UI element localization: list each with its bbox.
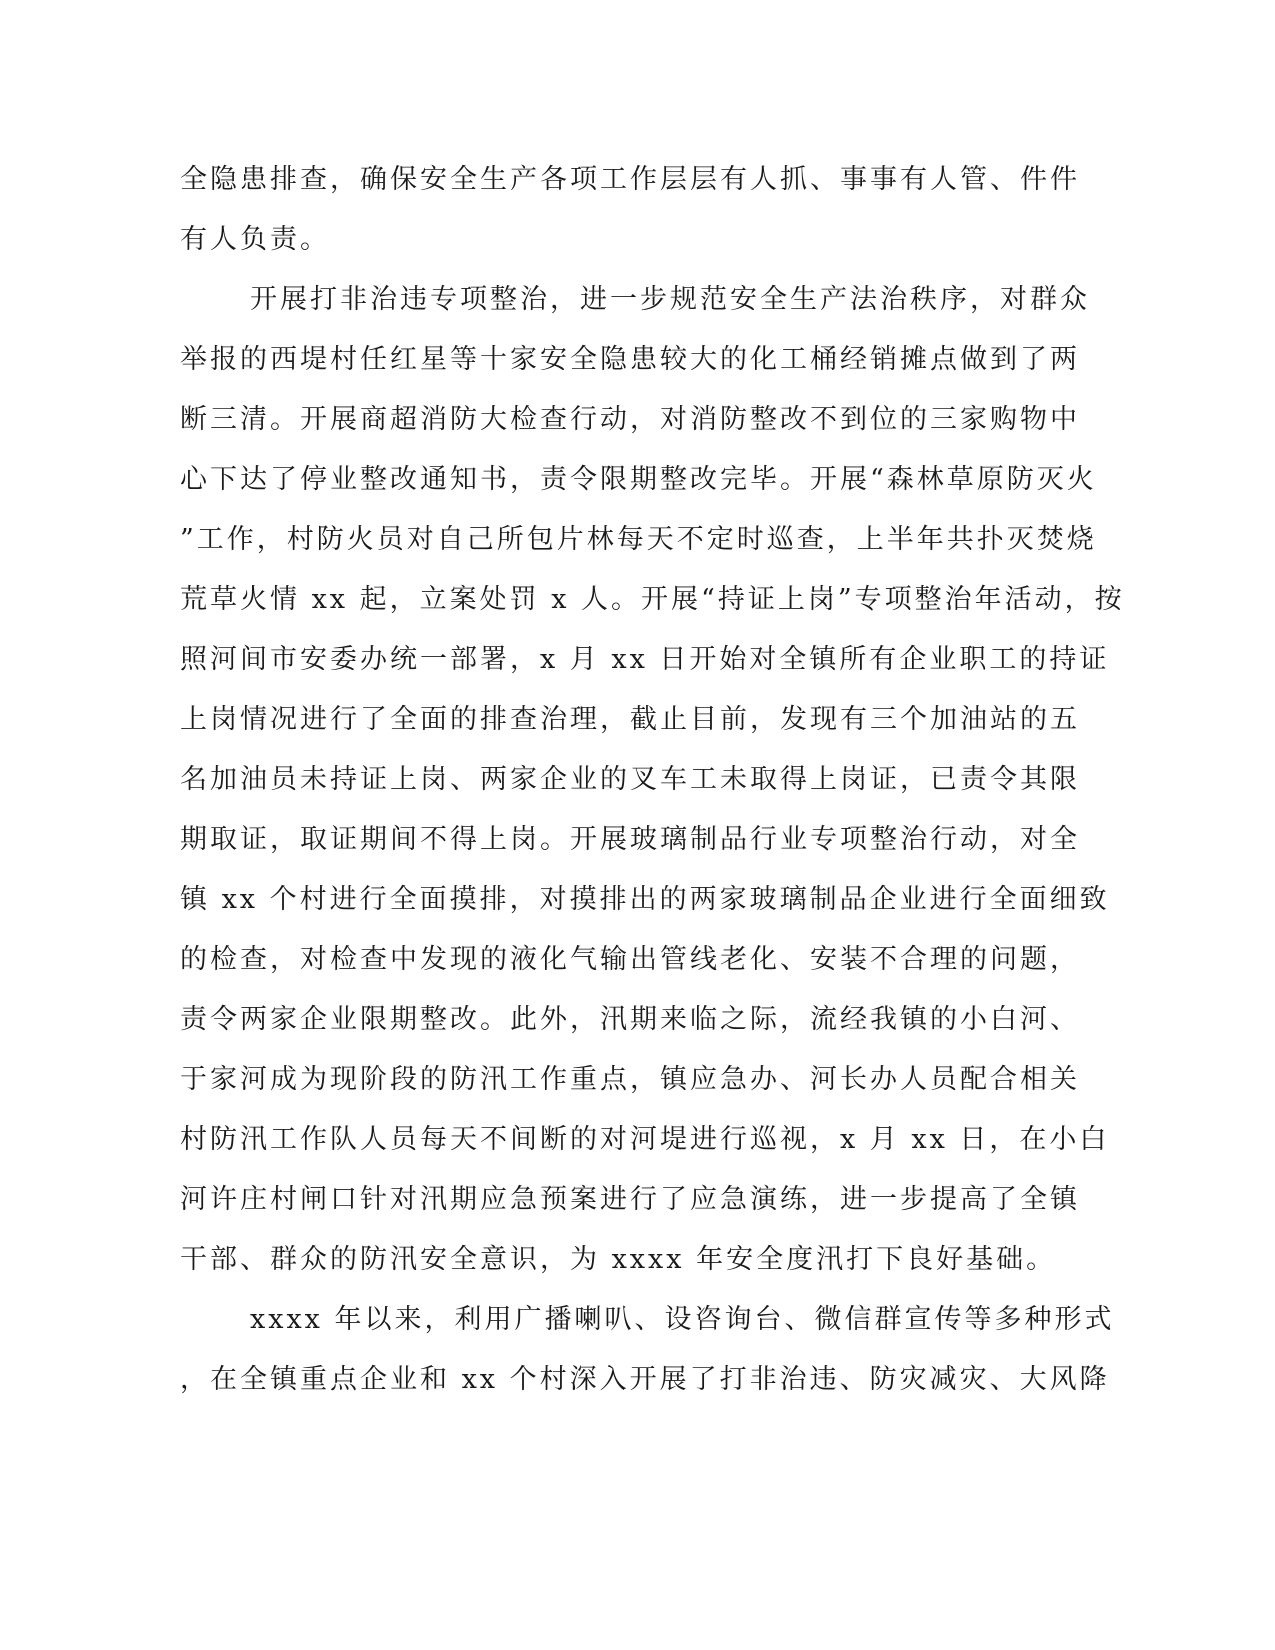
text-line: 照河间市安委办统一部署，x 月 xx 日开始对全镇所有企业职工的持证 [180,644,1110,675]
text-line: 举报的西堤村任红星等十家安全隐患较大的化工桶经销摊点做到了两 [180,344,1080,375]
text-line: 镇 xx 个村进行全面摸排，对摸排出的两家玻璃制品企业进行全面细致 [180,884,1110,915]
text-line: 有人负责。 [180,224,330,255]
text-line: 期取证，取证期间不得上岗。开展玻璃制品行业专项整治行动，对全 [180,824,1080,855]
text-line: 名加油员未持证上岗、两家企业的叉车工未取得上岗证，已责令其限 [180,764,1080,795]
text-line: 全隐患排查，确保安全生产各项工作层层有人抓、事事有人管、件件 [180,164,1080,195]
text-line: 心下达了停业整改通知书，责令限期整改完毕。开展“森林草原防灭火 [180,464,1097,495]
text-line: 断三清。开展商超消防大检查行动，对消防整改不到位的三家购物中 [180,404,1080,435]
paragraph-first-line: xxxx 年以来，利用广播喇叭、设咨询台、微信群宣传等多种形式 [250,1304,1115,1335]
text-line: 上岗情况进行了全面的排查治理，截止目前，发现有三个加油站的五 [180,704,1080,735]
text-line: 于家河成为现阶段的防汛工作重点，镇应急办、河长办人员配合相关 [180,1064,1080,1095]
text-line: 村防汛工作队人员每天不间断的对河堤进行巡视，x 月 xx 日，在小白 [180,1124,1110,1155]
text-line: 干部、群众的防汛安全意识，为 xxxx 年安全度汛打下良好基础。 [180,1244,1057,1275]
text-line: 责令两家企业限期整改。此外，汛期来临之际，流经我镇的小白河、 [180,1004,1080,1035]
text-line: ，在全镇重点企业和 xx 个村深入开展了打非治违、防灾减灾、大风降 [180,1364,1110,1395]
paragraph-first-line: 开展打非治违专项整治，进一步规范安全生产法治秩序，对群众 [250,284,1090,315]
text-line: ”工作，村防火员对自己所包片林每天不定时巡查，上半年共扑灭焚烧 [180,524,1097,555]
body-text [180,150,1125,1410]
text-line: 的检查，对检查中发现的液化气输出管线老化、安装不合理的问题， [180,944,1080,975]
text-line: 荒草火情 xx 起，立案处罚 x 人。开展“持证上岗”专项整治年活动，按 [180,584,1125,615]
text-line: 河许庄村闸口针对汛期应急预案进行了应急演练，进一步提高了全镇 [180,1184,1080,1215]
